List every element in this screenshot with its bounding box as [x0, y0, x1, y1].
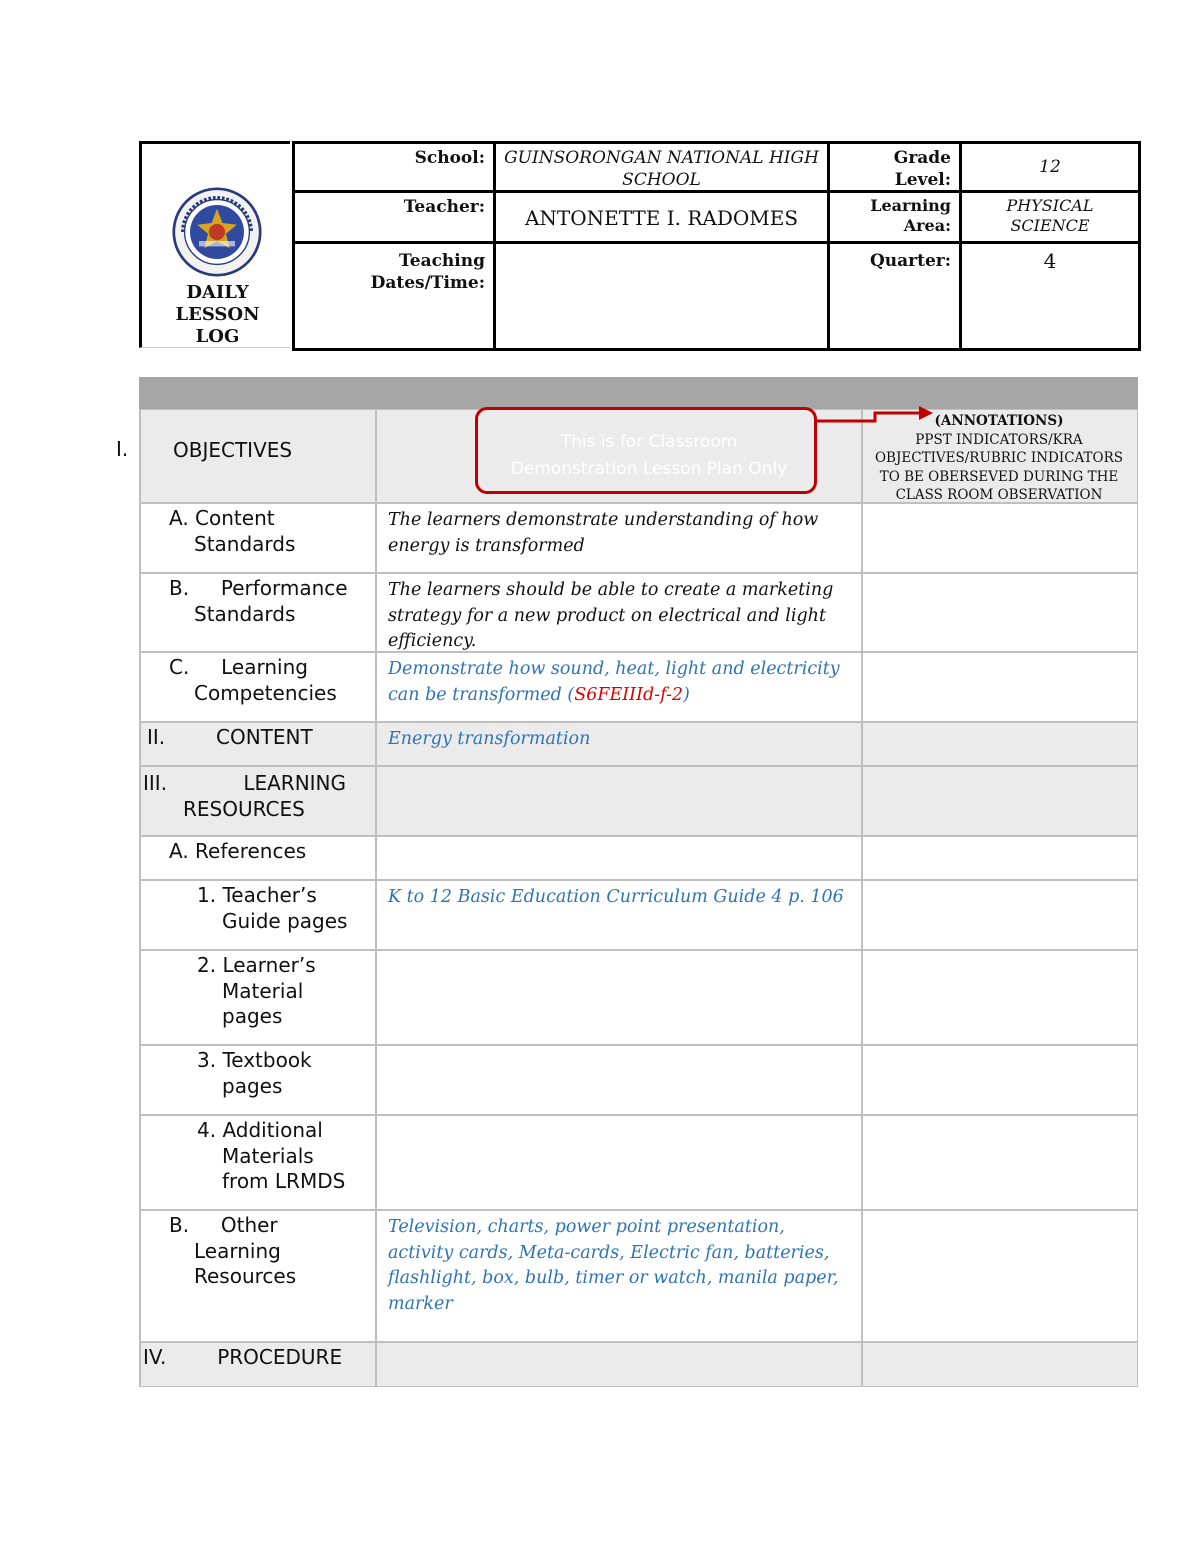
- teachers-guide-row: [139, 880, 1138, 950]
- deped-seal-icon: [172, 187, 262, 277]
- references-label: A. References: [169, 839, 307, 863]
- references-row: [139, 836, 1138, 880]
- objectives-roman-numeral: I.: [116, 437, 129, 461]
- textbook-label: 3. Textbook pages: [197, 1048, 312, 1098]
- performance-standards-text: The learners should be able to create a marketing strategy for a new product on electrical and light efficiency.: [388, 580, 834, 651]
- competency-code: S6FEIIId-f-2: [574, 684, 683, 705]
- logo-cell: [139, 141, 290, 348]
- annotations-note: (ANNOTATIONS) PPST INDICATORS/KRA OBJECTIVES/RUBRIC INDICATORS TO BE OBERSEVED DURING THE CLASS ROOM OBSERVATION: [874, 413, 1124, 503]
- textbook-row: [139, 1045, 1138, 1115]
- header-block: [139, 141, 1141, 351]
- learning-competencies-text: Demonstrate how sound, heat, light and electricity can be transformed (S6FEIIId-f-2): [388, 659, 840, 705]
- learners-material-row: [139, 950, 1138, 1045]
- demo-note-box: [475, 407, 817, 494]
- teacher-value: ANTONETTE I. RADOMES: [493, 190, 830, 244]
- school-label: School:: [292, 141, 496, 193]
- procedure-label: IV. PROCEDURE: [143, 1345, 343, 1369]
- quarter-value: 4: [959, 241, 1141, 351]
- learning-area-value: PHYSICAL SCIENCE: [959, 190, 1141, 244]
- other-resources-text: Television, charts, power point presentation, activity cards, Meta-cards, Electric fan, batteries, flashlight, box, bulb, timer or watch, manila paper, marker: [388, 1217, 839, 1314]
- content-label: II. CONTENT: [147, 725, 313, 749]
- additional-materials-row: [139, 1115, 1138, 1210]
- learning-resources-label: III. LEARNING RESOURCES: [143, 771, 347, 821]
- learning-competencies-row: [139, 652, 1138, 722]
- learning-area-label: Learning Area:: [827, 190, 962, 244]
- demo-note-text: This is for Classroom Demonstration Lesson Plan Only: [510, 432, 788, 479]
- objectives-label: OBJECTIVES: [173, 438, 293, 462]
- learning-competencies-label: C. Learning Competencies: [169, 655, 337, 705]
- content-standards-label: A. Content Standards: [169, 506, 296, 556]
- learning-resources-row: [139, 766, 1138, 836]
- content-standards-row: [139, 503, 1138, 573]
- teacher-label: Teacher:: [292, 190, 496, 244]
- quarter-label: Quarter:: [827, 241, 962, 351]
- teaching-dates-value: [493, 241, 830, 351]
- performance-standards-label: B. Performance Standards: [169, 576, 348, 626]
- teachers-guide-text: K to 12 Basic Education Curriculum Guide 4 p. 106: [388, 887, 844, 907]
- table-header-band: [139, 377, 1138, 409]
- content-text: Energy transformation: [388, 729, 591, 749]
- other-resources-label: B. Other Learning Resources: [169, 1213, 297, 1288]
- school-value: GUINSORONGAN NATIONAL HIGH SCHOOL: [493, 141, 830, 193]
- learners-material-label: 2. Learner’s Material pages: [197, 953, 316, 1028]
- teaching-dates-label: Teaching Dates/Time:: [292, 241, 496, 351]
- content-row: [139, 722, 1138, 766]
- grade-level-label: Grade Level:: [827, 141, 962, 193]
- performance-standards-row: [139, 573, 1138, 652]
- content-standards-text: The learners demonstrate understanding of how energy is transformed: [388, 510, 819, 556]
- procedure-row: [139, 1342, 1138, 1387]
- other-resources-row: [139, 1210, 1138, 1342]
- additional-materials-label: 4. Additional Materials from LRMDS: [197, 1118, 346, 1193]
- grade-level-value: 12: [959, 141, 1141, 193]
- teachers-guide-label: 1. Teacher’s Guide pages: [197, 883, 348, 933]
- daily-lesson-log-title: DAILY LESSON LOG: [175, 282, 260, 347]
